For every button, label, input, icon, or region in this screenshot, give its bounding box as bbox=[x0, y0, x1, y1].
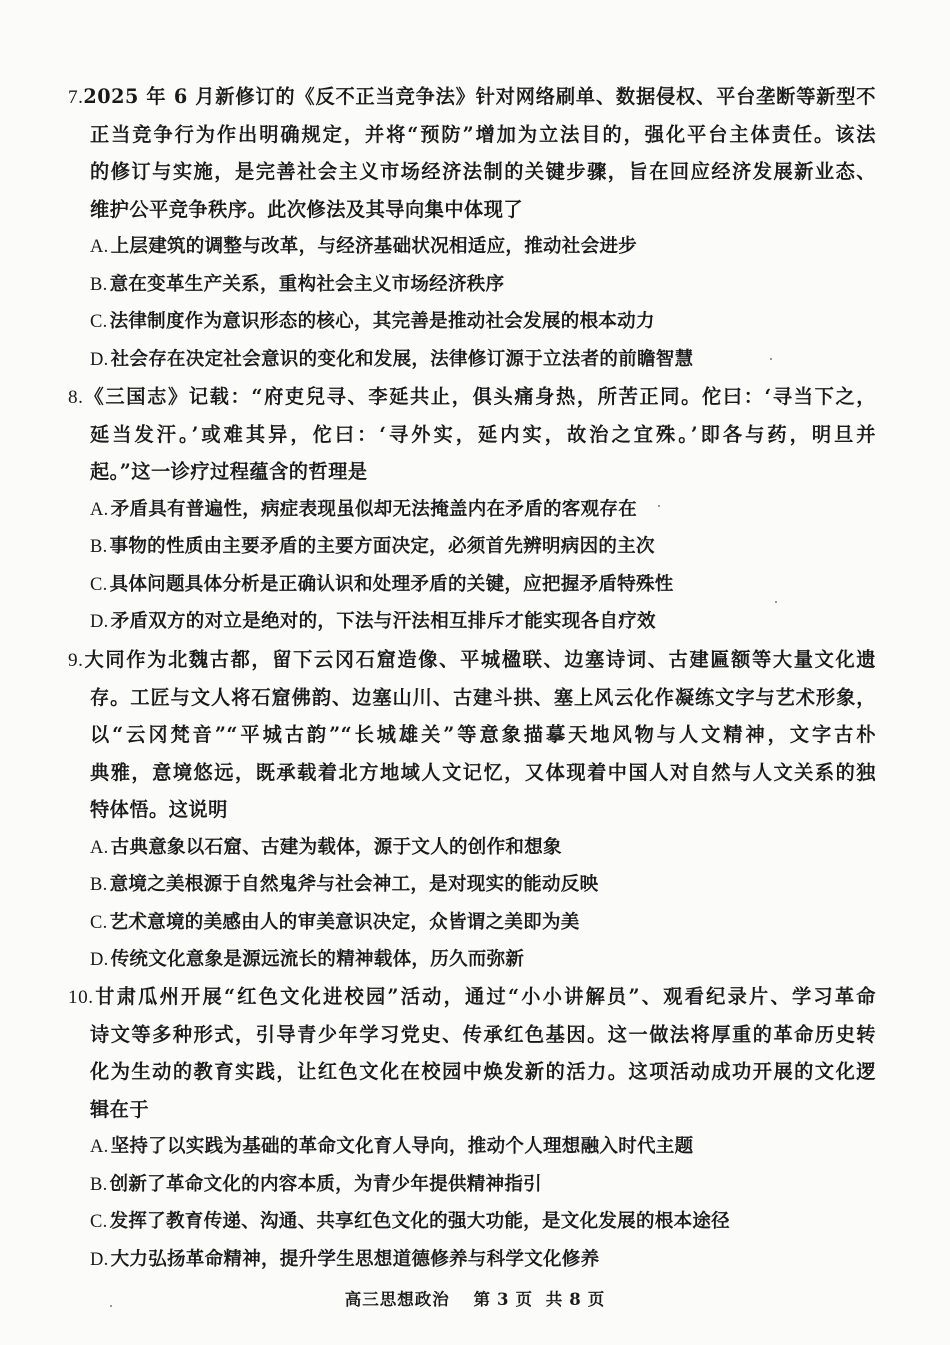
question-number: 10. bbox=[68, 987, 94, 1008]
footer-total-pages: 8 bbox=[569, 1290, 582, 1309]
question-stem-line: 以“云冈梵音”“平城古韵”“长城雄关”等意象描摹天地风物与人文精神，文字古朴 bbox=[90, 723, 876, 746]
question-10 bbox=[68, 978, 876, 1278]
question-7 bbox=[68, 78, 876, 378]
option-b: B. 意在变革生产关系，重构社会主义市场经济秩序 bbox=[90, 273, 505, 295]
option-c: C. 艺术意境的美感由人的审美意识决定，众皆谓之美即为美 bbox=[90, 911, 580, 933]
question-stem-line: 辑在于 bbox=[90, 1097, 150, 1121]
question-stem-line: 7.2025 年 6 月新修订的《反不正当竞争法》针对网络刷单、数据侵权、平台垄断等新型不 bbox=[68, 85, 876, 108]
question-stem-line: 存。工匠与文人将石窟佛韵、边塞山川、古建斗拱、塞上风云化作凝练文字与艺术形象， bbox=[90, 685, 876, 709]
footer-page-unit: 页 bbox=[515, 1290, 533, 1309]
option-b: B. 意境之美根源于自然鬼斧与社会神工，是对现实的能动反映 bbox=[90, 874, 599, 895]
scan-speck bbox=[658, 505, 660, 507]
question-stem-line: 诗文等多种形式，引导青少年学习党史、传承红色基因。这一做法将厚重的革命历史转 bbox=[90, 1022, 876, 1046]
question-stem-line: 起。”这一诊疗过程蕴含的哲理是 bbox=[90, 460, 368, 483]
question-stem-line: 8.《三国志》记载：“府吏兒寻、李延共止，俱头痛身热，所苦正同。佗曰：‘寻当下之， bbox=[68, 385, 876, 408]
question-stem-line: 典雅，意境悠远，既承载着北方地域人文记忆，又体现着中国人对自然与人文关系的独 bbox=[90, 760, 876, 784]
question-stem-line: 特体悟。这说明 bbox=[90, 798, 228, 821]
question-number: 9. bbox=[68, 650, 84, 671]
scan-speck bbox=[110, 1305, 112, 1307]
question-stem-line: 10.甘肃瓜州开展“红色文化进校园”活动，通过“小小讲解员”、观看纪录片、学习革命 bbox=[68, 985, 876, 1008]
question-stem-line: 正当竞争行为作出明确规定，并将“预防”增加为立法目的，强化平台主体责任。该法 bbox=[90, 122, 876, 146]
footer-subject: 高三思想政治 bbox=[344, 1290, 450, 1309]
option-b: B. 创新了革命文化的内容本质，为青少年提供精神指引 bbox=[90, 1173, 542, 1195]
question-stem-line: 的修订与实施，是完善社会主义市场经济法制的关键步骤，旨在回应经济发展新业态、 bbox=[90, 160, 876, 183]
option-b: B. 事物的性质由主要矛盾的主要方面决定，必须首先辨明病因的主次 bbox=[90, 536, 655, 557]
option-d: D. 社会存在决定社会意识的变化和发展，法律修订源于立法者的前瞻智慧 bbox=[90, 348, 694, 370]
footer-total-unit: 页 bbox=[587, 1290, 606, 1309]
question-stem-line: 延当发汗。’或难其异，佗曰：‘寻外实，延内实，故治之宜殊。’即各与药，明旦并 bbox=[90, 422, 876, 446]
option-c: C. 具体问题具体分析是正确认识和处理矛盾的关键，应把握矛盾特殊性 bbox=[90, 573, 674, 595]
option-a: A. 上层建筑的调整与改革，与经济基础状况相适应，推动社会进步 bbox=[90, 236, 637, 257]
option-d: D. 大力弘扬革命精神，提升学生思想道德修养与科学文化修养 bbox=[90, 1248, 600, 1270]
question-stem-line: 维护公平竞争秩序。此次修法及其导向集中体现了 bbox=[90, 197, 524, 221]
scan-speck bbox=[770, 358, 772, 360]
option-a: A. 坚持了以实践为基础的革命文化育人导向，推动个人理想融入时代主题 bbox=[90, 1136, 694, 1157]
question-number: 7. bbox=[68, 87, 84, 108]
question-9 bbox=[68, 641, 876, 979]
footer-page-number: 3 bbox=[497, 1290, 510, 1309]
question-stem-line: 化为生动的教育实践，让红色文化在校园中焕发新的活力。这项活动成功开展的文化逻 bbox=[90, 1060, 876, 1083]
scan-speck bbox=[775, 601, 777, 603]
footer-total-prefix: 共 bbox=[545, 1290, 564, 1309]
option-d: D. 传统文化意象是源远流长的精神载体，历久而弥新 bbox=[90, 949, 525, 970]
option-a: A. 矛盾具有普遍性，病症表现虽似却无法掩盖内在矛盾的客观存在 bbox=[90, 498, 637, 520]
question-stem-line: 9.大同作为北魏古都，留下云冈石窟造像、平城楹联、边塞诗词、古建匾额等大量文化遗 bbox=[68, 648, 876, 671]
option-a: A. 古典意象以石窟、古建为载体，源于文人的创作和想象 bbox=[90, 836, 562, 858]
option-d: D. 矛盾双方的对立是绝对的，下法与汗法相互排斥才能实现各自疗效 bbox=[90, 611, 656, 632]
footer-page-prefix: 第 bbox=[473, 1290, 492, 1309]
option-c: C. 发挥了教育传递、沟通、共享红色文化的强大功能，是文化发展的根本途径 bbox=[90, 1211, 730, 1232]
question-8 bbox=[68, 378, 876, 641]
page-footer bbox=[0, 1286, 950, 1310]
option-c: C. 法律制度作为意识形态的核心，其完善是推动社会发展的根本动力 bbox=[90, 311, 655, 332]
question-number: 8. bbox=[68, 387, 84, 408]
